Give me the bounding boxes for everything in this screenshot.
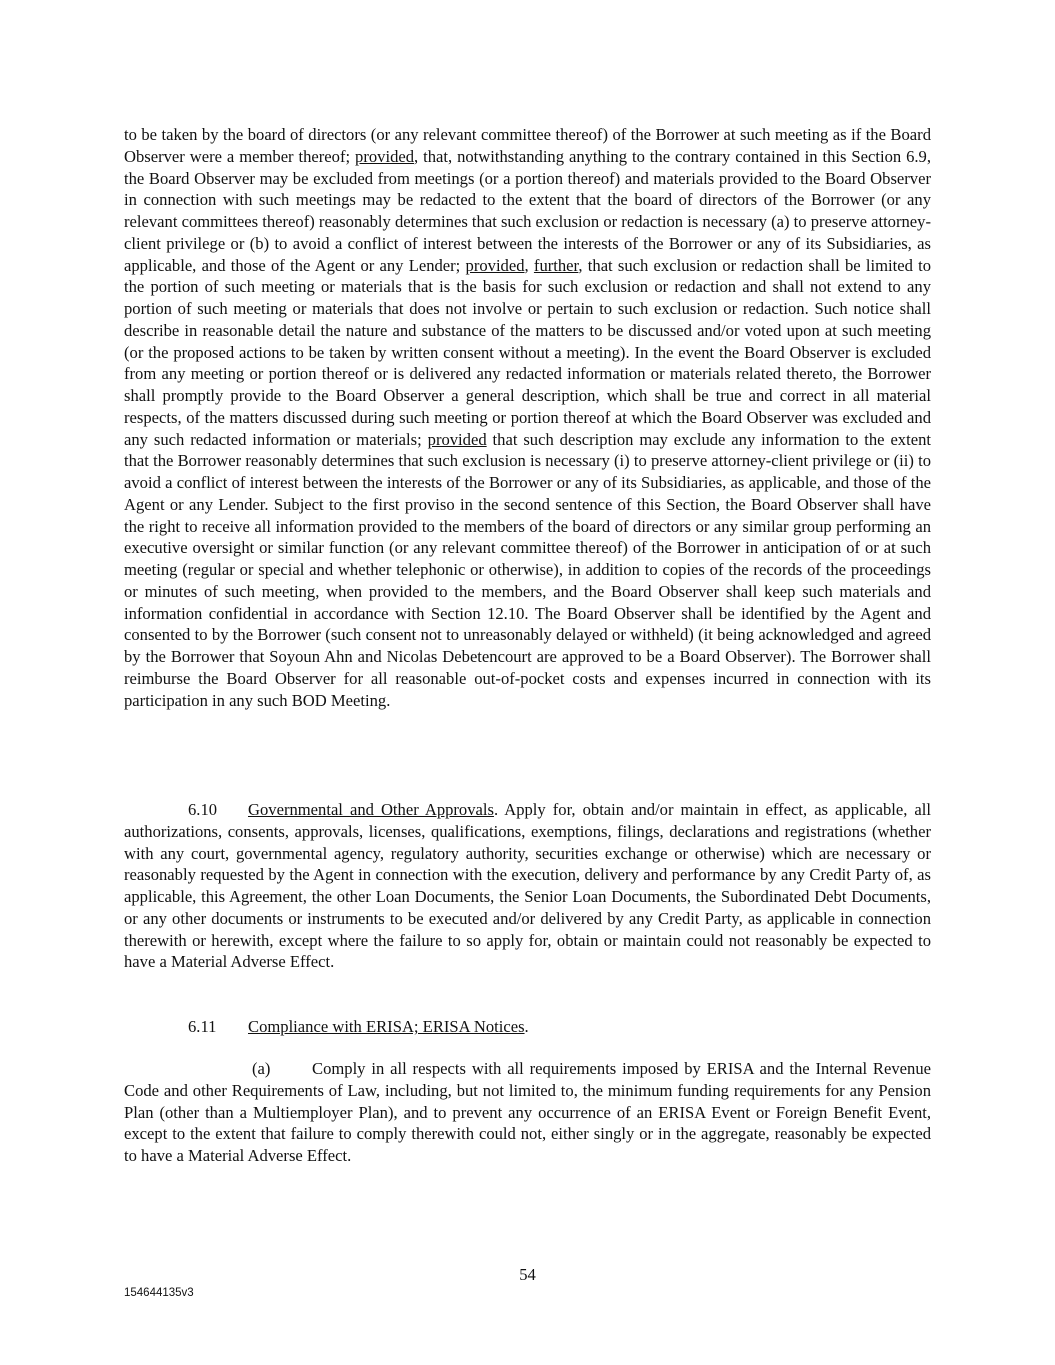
- underlined-term: further: [533, 255, 579, 275]
- underlined-term: provided: [427, 429, 487, 449]
- section-heading: Compliance with ERISA; ERISA Notices: [248, 1017, 525, 1036]
- section-number: 6.10: [188, 800, 218, 819]
- clause-a: [124, 1058, 931, 1167]
- text-run: ,: [524, 255, 534, 275]
- section-6-11: [124, 1016, 931, 1038]
- paragraph-board-observer: [124, 124, 931, 711]
- underlined-term: provided: [465, 255, 525, 275]
- section-6-10: [124, 799, 931, 973]
- text-run: , that, notwithstanding anything to the contrary contained in this Section 6.9, the Board Observer may be excluded from meetings (or a portion thereof) and materials provided to the Board Observer in connection with such meetings may be redacted to the extent that the board of directors of the Borrower (or any relevant committees thereof) reasonably determines that such exclusion or redaction is necessary (a) to preserve attorney-client privilege or (b) to avoid a conflict of interest between the interests of the Borrower or any of its Subsidiaries, as applicable, and those of the Agent or any Lender;: [124, 146, 931, 275]
- section-body: .: [524, 1017, 529, 1036]
- section-heading: Governmental and Other Approvals: [248, 800, 494, 819]
- section-body: . Apply for, obtain and/or maintain in effect, as applicable, all authorizations, consents, approvals, licenses, qualifications, exemptions, filings, declarations and registrations (whether with any court, governmental agency, regulatory authority, securities exchange or otherwise) which are necessary or reasonably requested by the Agent in connection with the execution, delivery and performance by any Credit Party of, as applicable, this Agreement, the other Loan Documents, the Senior Loan Documents, the Subordinated Debt Documents, or any other documents or instruments to be executed and/or delivered by any Credit Party, as applicable in connection therewith or herewith, except where the failure to so apply for, obtain or maintain could not reasonably be expected to have a Material Adverse Effect.: [124, 800, 931, 972]
- section-number: 6.11: [188, 1017, 217, 1036]
- text-run: that such description may exclude any information to the extent that the Borrower reasonably determines that such exclusion is necessary (i) to preserve attorney-client privilege or (ii) to avoid a conflict of interest between the interests of the Borrower or any of its Subsidiaries, as applicable, and those of the Agent or any Lender. Subject to the first proviso in the second sentence of this Section, the Board Observer shall have the right to receive all information provided to the members of the board of directors or any similar group performing an executive oversight or similar function (or any relevant committee thereof) of the Borrower in anticipation of or at such meeting (regular or special and whether telephonic or otherwise), in addition to copies of the records of the proceedings or minutes of such meeting, when provided to the members, and the Board Observer shall keep such materials and information confidential in accordance with Section 12.10. The Board Observer shall be identified by the Agent and consented to by the Borrower (such consent not to unreasonably delayed or withheld) (it being acknowledged and agreed by the Borrower that Soyoun Ahn and Nicolas Debetencourt are approved to be a Board Observer). The Borrower shall reimburse the Board Observer for all reasonable out-of-pocket costs and expenses incurred in connection with its participation in any such BOD Meeting.: [124, 429, 931, 710]
- clause-body: Comply in all respects with all requirements imposed by ERISA and the Internal Revenue Code and other Requirements of Law, including, but not limited to, the minimum funding requirements for any Pension Plan (other than a Multiemployer Plan), and to prevent any occurrence of an ERISA Event or Foreign Benefit Event, except to the extent that failure to comply therewith could not, either singly or in the aggregate, reasonably be expected to have a Material Adverse Effect.: [124, 1059, 931, 1165]
- text-run: , that such exclusion or redaction shall be limited to the portion of such meeting or materials that is the basis for such exclusion or redaction and shall not extend to any portion of such meeting or materials that does not involve or pertain to such exclusion or redaction. Such notice shall describe in reasonable detail the nature and substance of the matters to be discussed and/or voted upon at such meeting (or the proposed actions to be taken by written consent without a meeting). In the event the Board Observer is excluded from any meeting or portion thereof or is delivered any redacted information or materials related thereto, the Borrower shall promptly provide to the Board Observer a general description, which shall be true and correct in all material respects, of the matters discussed during such meeting or portion thereof at which the Board Observer was excluded and any such redacted information or materials;: [124, 255, 932, 449]
- text-run: to be taken by the board of directors (or any relevant committee thereof) of the Borrower at such meeting as if the Board Observer were a member thereof;: [124, 125, 931, 166]
- underlined-term: provided: [355, 146, 415, 166]
- clause-number: (a): [252, 1059, 271, 1078]
- document-id: 154644135v3: [124, 1287, 194, 1299]
- page-number: 54: [519, 1265, 536, 1284]
